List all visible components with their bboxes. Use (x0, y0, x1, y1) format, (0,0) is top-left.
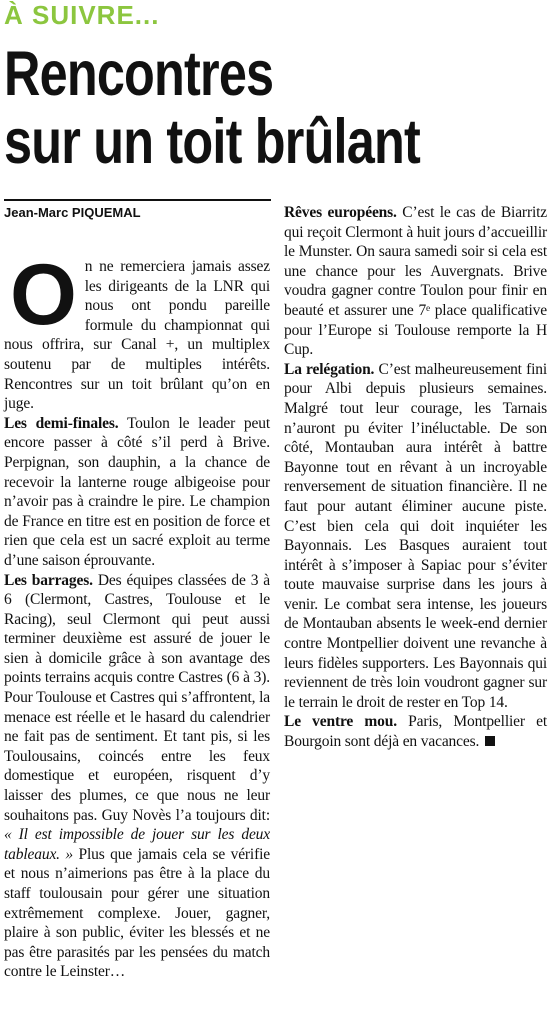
paragraph-demi-finales (4, 414, 270, 571)
quote-noves: « Il est impossible de jouer sur les deux tableaux. » (4, 826, 270, 863)
lead-reves: Rêves européens. (284, 204, 397, 221)
text-barrages-1: Des équipes classées de 3 à 6 (Clermont, Castres, Toulouse et le Racing), seul Clermont qui peut aussi terminer deuxième est assuré de jouer le sien à domicile grâce à son avantage des points terrains acquis contre Castres (6 à 3). Pour Toulouse et Castres qui s’affrontent, la menace est réelle et le hasard du calendrier ne fait pas de sentiment. Et tant pis, si les Toulousains, coincés entre les feux domestique et européen, risquent d’y laisser des plumes, ce que nous ne leur souhaitons pas. Guy Novès l’a toujours dit: (4, 571, 271, 824)
lead-ventre-mou: Le ventre mou. (284, 713, 397, 731)
intro-paragraph (4, 247, 270, 414)
lead-demi-finales: Les demi-finales. (4, 414, 119, 432)
article-headline (4, 40, 440, 176)
text-reves: C’est le cas de Biarritz qui reçoit Clermont à huit jours d’accueillir le Munster. On saura samedi soir si cela est une chance pour les Auvergnats. Brive voudra gagner contre Toulon pour finir en beauté et assurer une 7ᵉ place qualificative pour l’Europe si Toulouse remporte la H Cup. (284, 204, 548, 359)
byline: Jean-Marc PIQUEMAL (4, 205, 141, 220)
text-barrages-2: Plus que jamais cela se vérifie et nous n’aimerions pas être à la place du staff toulousain pour gérer une situation extrêmement complexe. Jouer, gagner, plaire à son public, éviter les blessés et ne pas être parasités par les pensées du match contre le Leinster… (4, 845, 270, 981)
byline-rule (4, 199, 271, 201)
lead-relegation: La relégation. (284, 360, 375, 378)
intro-text: n ne remerciera jamais assez les dirigeants de la LNR qui nous ont pondu pareille formule du championnat qui nous offrira, sur Canal +, un multiplex soutenu par de multiples intérêts. Rencontres sur un toit brûlant qu’on en juge. (4, 258, 270, 413)
end-of-article-mark (485, 736, 495, 746)
lead-barrages: Les barrages. (4, 571, 93, 589)
text-ventre-mou: Paris, Montpellier et Bourgoin sont déjà en vacances. (284, 713, 547, 751)
text-relegation: C’est malheureusement fini pour Albi depuis plusieurs semaines. Malgré tout leur courage, les Tarnais n’auront pu éviter l’inéluctable. De son côté, Montauban aura intérêt à battre Bayonne tout en rêvant à un incroyable renversement de situation financière. Il ne faut pour autant éliminer aucune piste. C’est bien cela qui doit inquiéter les Bayonnais. Les Basques auraient tout intérêt à s’imposer à Sapiac pour s’éviter toute mauvaise surprise dans les jours à venir. Le combat sera intense, les joueurs de Montauban absents le week-end dernier contre Montpellier doivent une revanche à leurs fidèles supporters. Les Bayonnais qui reviennent de très loin voudront gagner sur le terrain le droit de rester en Top 14. (284, 360, 547, 711)
text-demi-finales: Toulon le leader peut encore passer à côté s’il perd à Brive. Perpignan, son dauphin, a la chance de recevoir la lanterne rouge albigeoise pour n’avoir pas à craindre le pire. Le champion de France en titre est en position de force et rien que cela est un sacré exploit au terme d’une saison éprouvante. (4, 414, 271, 569)
article-column-left (4, 247, 271, 982)
paragraph-reves (284, 203, 547, 360)
article-column-right (284, 203, 547, 752)
paragraph-ventre-mou (284, 712, 547, 751)
headline-line-1: Rencontres (4, 39, 274, 109)
headline-line-2: sur un toit brûlant (4, 107, 420, 177)
section-kicker: À SUIVRE... (4, 0, 160, 30)
paragraph-barrages (4, 571, 270, 982)
drop-cap: O (10, 247, 77, 343)
paragraph-relegation (284, 360, 547, 713)
